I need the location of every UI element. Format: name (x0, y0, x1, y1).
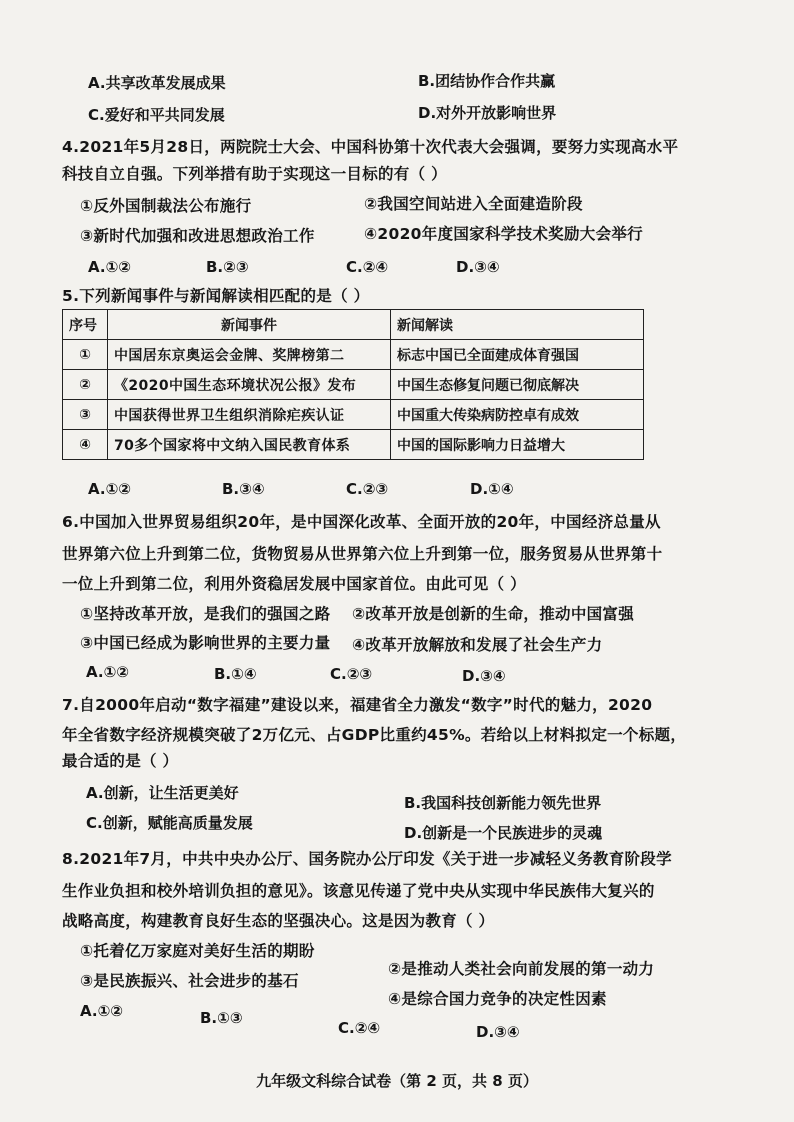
q4-stem-line1: 4.2021年5月28日，两院院士大会、中国科协第十次代表大会强调，要努力实现高水平 (62, 138, 679, 156)
q8-option-c: C.②④ (338, 1019, 381, 1037)
q6-statement-1: ①坚持改革开放，是我们的强国之路 (80, 605, 331, 623)
q5-option-a: A.①② (88, 480, 131, 498)
row-event: 70多个国家将中文纳入国民教育体系 (108, 430, 391, 460)
q3-option-c: C.爱好和平共同发展 (88, 106, 225, 124)
q8-option-b: B.①③ (200, 1009, 243, 1027)
news-table-row (63, 430, 644, 460)
q6-stem-line2: 世界第六位上升到第二位，货物贸易从世界第六位上升到第一位，服务贸易从世界第十 (62, 545, 663, 563)
header-news-reading: 新闻解读 (391, 310, 644, 340)
q7-option-c: C.创新，赋能高质量发展 (86, 814, 253, 832)
q8-option-d: D.③④ (476, 1023, 520, 1041)
q8-stem-line1: 8.2021年7月，中共中央办公厅、国务院办公厅印发《关于进一步减轻义务教育阶段学 (62, 850, 672, 868)
row-reading: 中国生态修复问题已彻底解决 (391, 370, 644, 400)
row-number: ② (63, 370, 108, 400)
row-event: 中国获得世界卫生组织消除疟疾认证 (108, 400, 391, 430)
q6-option-d: D.③④ (462, 667, 506, 685)
q5-option-c: C.②③ (346, 480, 389, 498)
q8-option-a: A.①② (80, 1002, 123, 1020)
row-number: ④ (63, 430, 108, 460)
q4-statement-4: ④2020年度国家科学技术奖励大会举行 (364, 225, 643, 243)
q6-statement-3: ③中国已经成为影响世界的主要力量 (80, 634, 331, 652)
q5-option-d: D.①④ (470, 480, 514, 498)
q4-option-b: B.②③ (206, 258, 249, 276)
header-news-event: 新闻事件 (108, 310, 391, 340)
q7-stem-line2: 年全省数字经济规模突破了2万亿元、占GDP比重约45%。若给以上材料拟定一个标题， (62, 726, 687, 744)
q5-stem: 5.下列新闻事件与新闻解读相匹配的是（ ） (62, 287, 370, 305)
q4-statement-3: ③新时代加强和改进思想政治工作 (80, 227, 315, 245)
q4-stem-line2: 科技自立自强。下列举措有助于实现这一目标的有（ ） (62, 165, 447, 183)
q3-option-b: B.团结协作合作共赢 (418, 72, 556, 90)
q8-statement-1: ①托着亿万家庭对美好生活的期盼 (80, 942, 315, 960)
news-table-row (63, 400, 644, 430)
q8-statement-3: ③是民族振兴、社会进步的基石 (80, 972, 299, 990)
q5-option-b: B.③④ (222, 480, 265, 498)
q7-option-a: A.创新，让生活更美好 (86, 784, 239, 802)
news-table (62, 309, 644, 460)
q6-stem-line1: 6.中国加入世界贸易组织20年，是中国深化改革、全面开放的20年，中国经济总量从 (62, 513, 661, 531)
q4-option-a: A.①② (88, 258, 131, 276)
news-table-row (63, 370, 644, 400)
q8-statement-4: ④是综合国力竞争的决定性因素 (388, 990, 607, 1008)
q8-statement-2: ②是推动人类社会向前发展的第一动力 (388, 960, 655, 978)
row-number: ① (63, 340, 108, 370)
row-reading: 中国的国际影响力日益增大 (391, 430, 644, 460)
q8-stem-line2: 生作业负担和校外培训负担的意见》。该意见传递了党中央从实现中华民族伟大复兴的 (62, 882, 655, 900)
q4-option-d: D.③④ (456, 258, 500, 276)
q6-option-a: A.①② (86, 663, 129, 681)
news-table-row (63, 340, 644, 370)
q6-option-c: C.②③ (330, 665, 373, 683)
row-number: ③ (63, 400, 108, 430)
q4-statement-2: ②我国空间站进入全面建造阶段 (364, 195, 583, 213)
q4-option-c: C.②④ (346, 258, 389, 276)
header-number: 序号 (63, 310, 108, 340)
row-reading: 中国重大传染病防控卓有成效 (391, 400, 644, 430)
q7-option-b: B.我国科技创新能力领先世界 (404, 794, 602, 812)
row-event: 中国居东京奥运会金牌、奖牌榜第二 (108, 340, 391, 370)
q7-stem-line3: 最合适的是（ ） (62, 752, 179, 770)
q8-stem-line3: 战略高度，构建教育良好生态的坚强决心。这是因为教育（ ） (62, 912, 495, 930)
row-event: 《2020中国生态环境状况公报》发布 (108, 370, 391, 400)
q6-stem-line3: 一位上升到第二位，利用外资稳居发展中国家首位。由此可见（ ） (62, 575, 526, 593)
q4-statement-1: ①反外国制裁法公布施行 (80, 197, 252, 215)
q6-statement-2: ②改革开放是创新的生命，推动中国富强 (352, 605, 635, 623)
q6-option-b: B.①④ (214, 665, 257, 683)
q3-option-a: A.共享改革发展成果 (88, 74, 226, 92)
row-reading: 标志中国已全面建成体育强国 (391, 340, 644, 370)
q3-option-d: D.对外开放影响世界 (418, 104, 557, 122)
q7-option-d: D.创新是一个民族进步的灵魂 (404, 824, 603, 842)
page-footer: 九年级文科综合试卷（第 2 页，共 8 页） (256, 1072, 538, 1090)
news-table-header-row (63, 310, 644, 340)
q7-stem-line1: 7.自2000年启动“数字福建”建设以来，福建省全力激发“数字”时代的魅力，2020 (62, 696, 653, 714)
q6-statement-4: ④改革开放解放和发展了社会生产力 (352, 636, 603, 654)
